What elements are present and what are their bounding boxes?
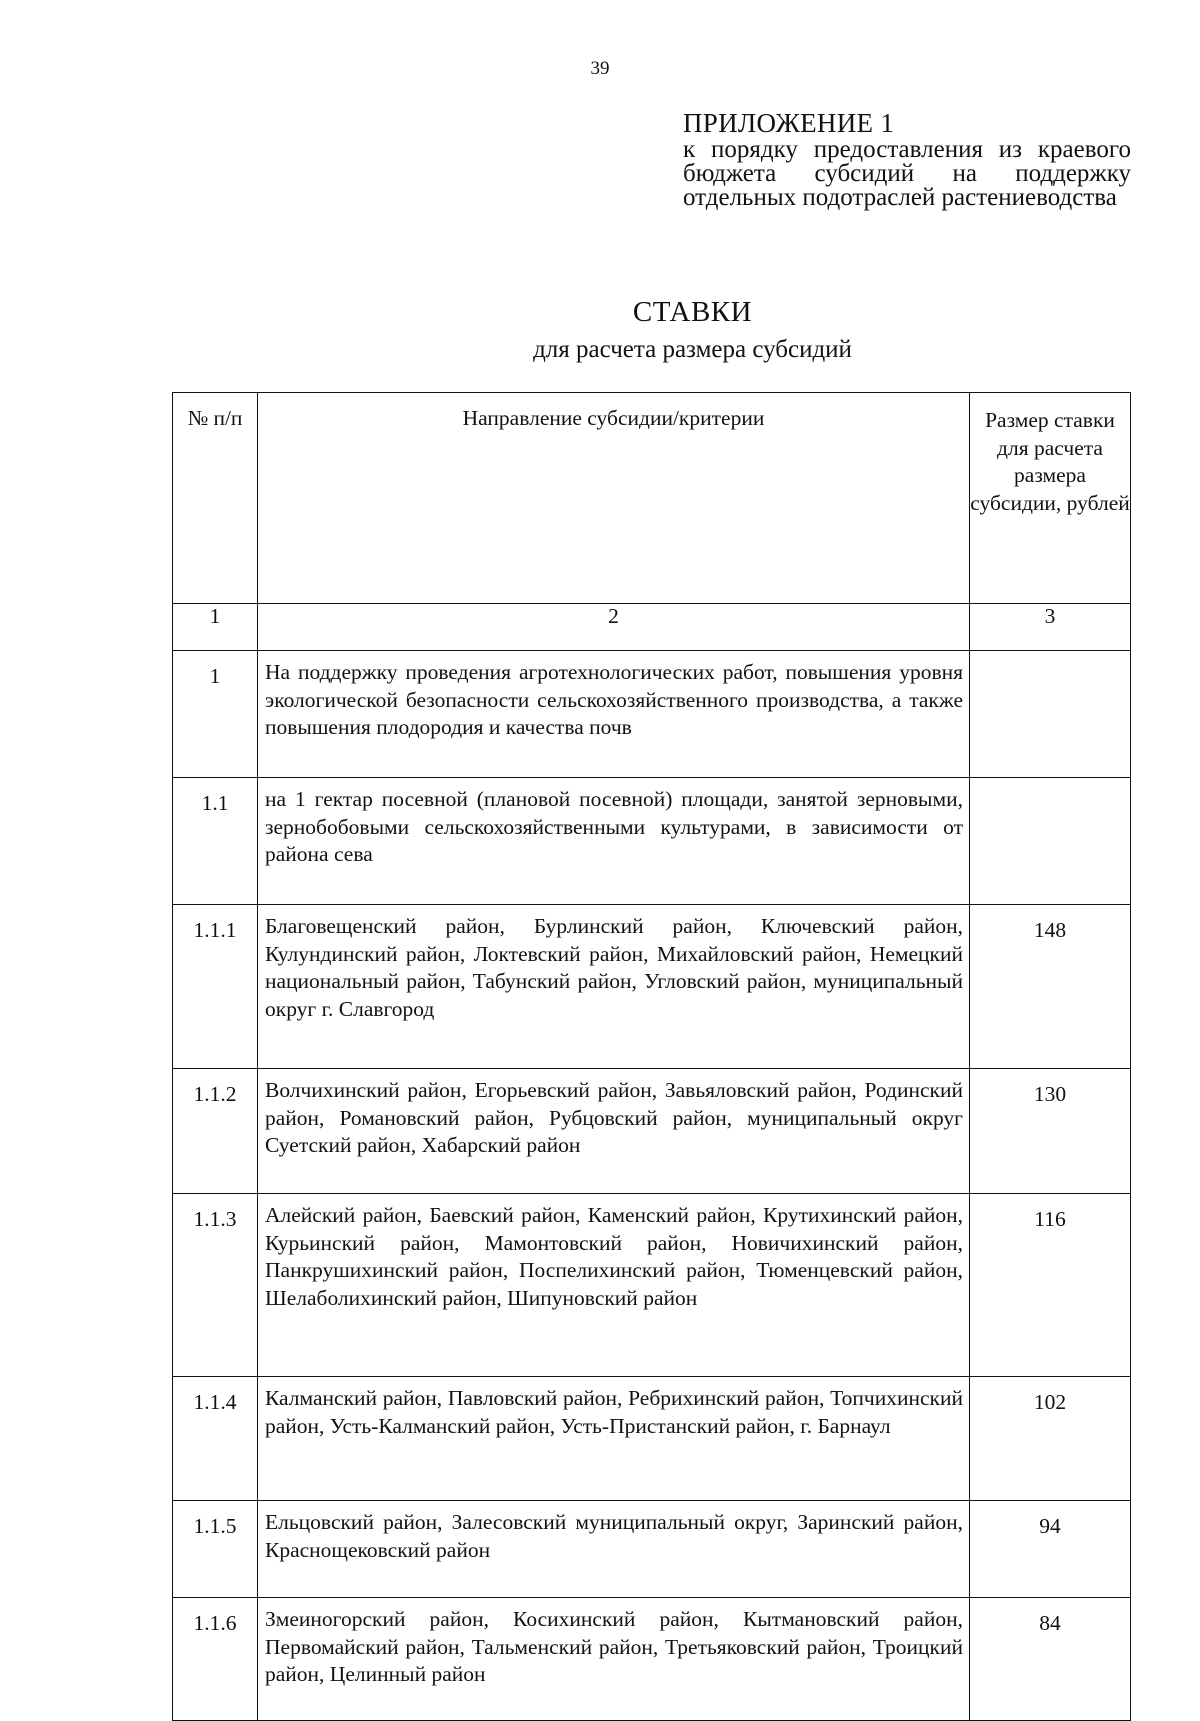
- row-num: 1.1.1: [173, 905, 258, 1069]
- table-row: [173, 1194, 1131, 1377]
- table-row: [173, 1377, 1131, 1501]
- row-direction: Ельцовский район, Залесовский муниципальный округ, Заринский район, Краснощековский район: [258, 1501, 970, 1598]
- column-index-1: 1: [173, 604, 258, 651]
- row-direction: Благовещенский район, Бурлинский район, Ключевский район, Кулундинский район, Локтевский район, Михайловский район, Немецкий национальный район, Табунский район, Угловский район, муниципальный округ г. Славгород: [258, 905, 970, 1069]
- table-row: [173, 651, 1131, 778]
- row-num: 1.1.2: [173, 1069, 258, 1194]
- row-rate: [970, 651, 1131, 778]
- page-number: 39: [590, 58, 610, 79]
- row-rate: 102: [970, 1377, 1131, 1501]
- row-direction: Волчихинский район, Егорьевский район, Завьяловский район, Родинский район, Романовский район, Рубцовский район, муниципальный округ Суетский район, Хабарский район: [258, 1069, 970, 1194]
- row-num: 1.1.5: [173, 1501, 258, 1598]
- table-row: [173, 1069, 1131, 1194]
- appendix-text: к порядку предоставления из краевого бюджета субсидий на поддержку отдельных подотраслей растениеводства: [683, 136, 1131, 211]
- rates-table: [172, 392, 1131, 1721]
- column-index-3: 3: [970, 604, 1131, 651]
- table-row: [173, 778, 1131, 905]
- row-rate: 116: [970, 1194, 1131, 1377]
- row-rate: 94: [970, 1501, 1131, 1598]
- row-num: 1.1.6: [173, 1598, 258, 1721]
- header-num: № п/п: [173, 393, 258, 604]
- table-row: [173, 1598, 1131, 1721]
- row-direction: На поддержку проведения агротехнологических работ, повышения уровня экологической безопасности сельскохозяйственного производства, а также повышения плодородия и качества почв: [258, 651, 970, 778]
- row-direction: Алейский район, Баевский район, Каменский район, Крутихинский район, Курьинский район, Мамонтовский район, Новичихинский район, Панкрушихинский район, Поспелихинский район, Тюменцевский район, Шелаболихинский район, Шипуновский район: [258, 1194, 970, 1377]
- row-num: 1.1.4: [173, 1377, 258, 1501]
- row-num: 1.1: [173, 778, 258, 905]
- table-row: [173, 905, 1131, 1069]
- row-direction: Змеиногорский район, Косихинский район, Кытмановский район, Первомайский район, Тальменский район, Третьяковский район, Троицкий район, Целинный район: [258, 1598, 970, 1721]
- row-direction: Калманский район, Павловский район, Ребрихинский район, Топчихинский район, Усть-Калманский район, Усть-Пристанский район, г. Барнаул: [258, 1377, 970, 1501]
- table-header-row: [173, 393, 1131, 604]
- row-rate: 130: [970, 1069, 1131, 1194]
- document-heading: СТАВКИ: [632, 296, 753, 328]
- row-rate: [970, 778, 1131, 905]
- row-rate: 84: [970, 1598, 1131, 1721]
- row-direction: на 1 гектар посевной (плановой посевной) площади, занятой зерновыми, зернобобовыми сельскохозяйственными культурами, в зависимости от района сева: [258, 778, 970, 905]
- column-index-2: 2: [258, 604, 970, 651]
- row-num: 1: [173, 651, 258, 778]
- header-rate: Размер ставки для расчета размера субсидии, рублей: [970, 393, 1131, 604]
- appendix-title: ПРИЛОЖЕНИЕ 1: [683, 108, 895, 138]
- row-rate: 148: [970, 905, 1131, 1069]
- document-subheading: для расчета размера субсидий: [533, 336, 852, 363]
- header-direction: Направление субсидии/критерии: [258, 393, 970, 604]
- row-num: 1.1.3: [173, 1194, 258, 1377]
- table-row: [173, 1501, 1131, 1598]
- appendix-block: [683, 108, 1131, 210]
- table-index-row: [173, 604, 1131, 651]
